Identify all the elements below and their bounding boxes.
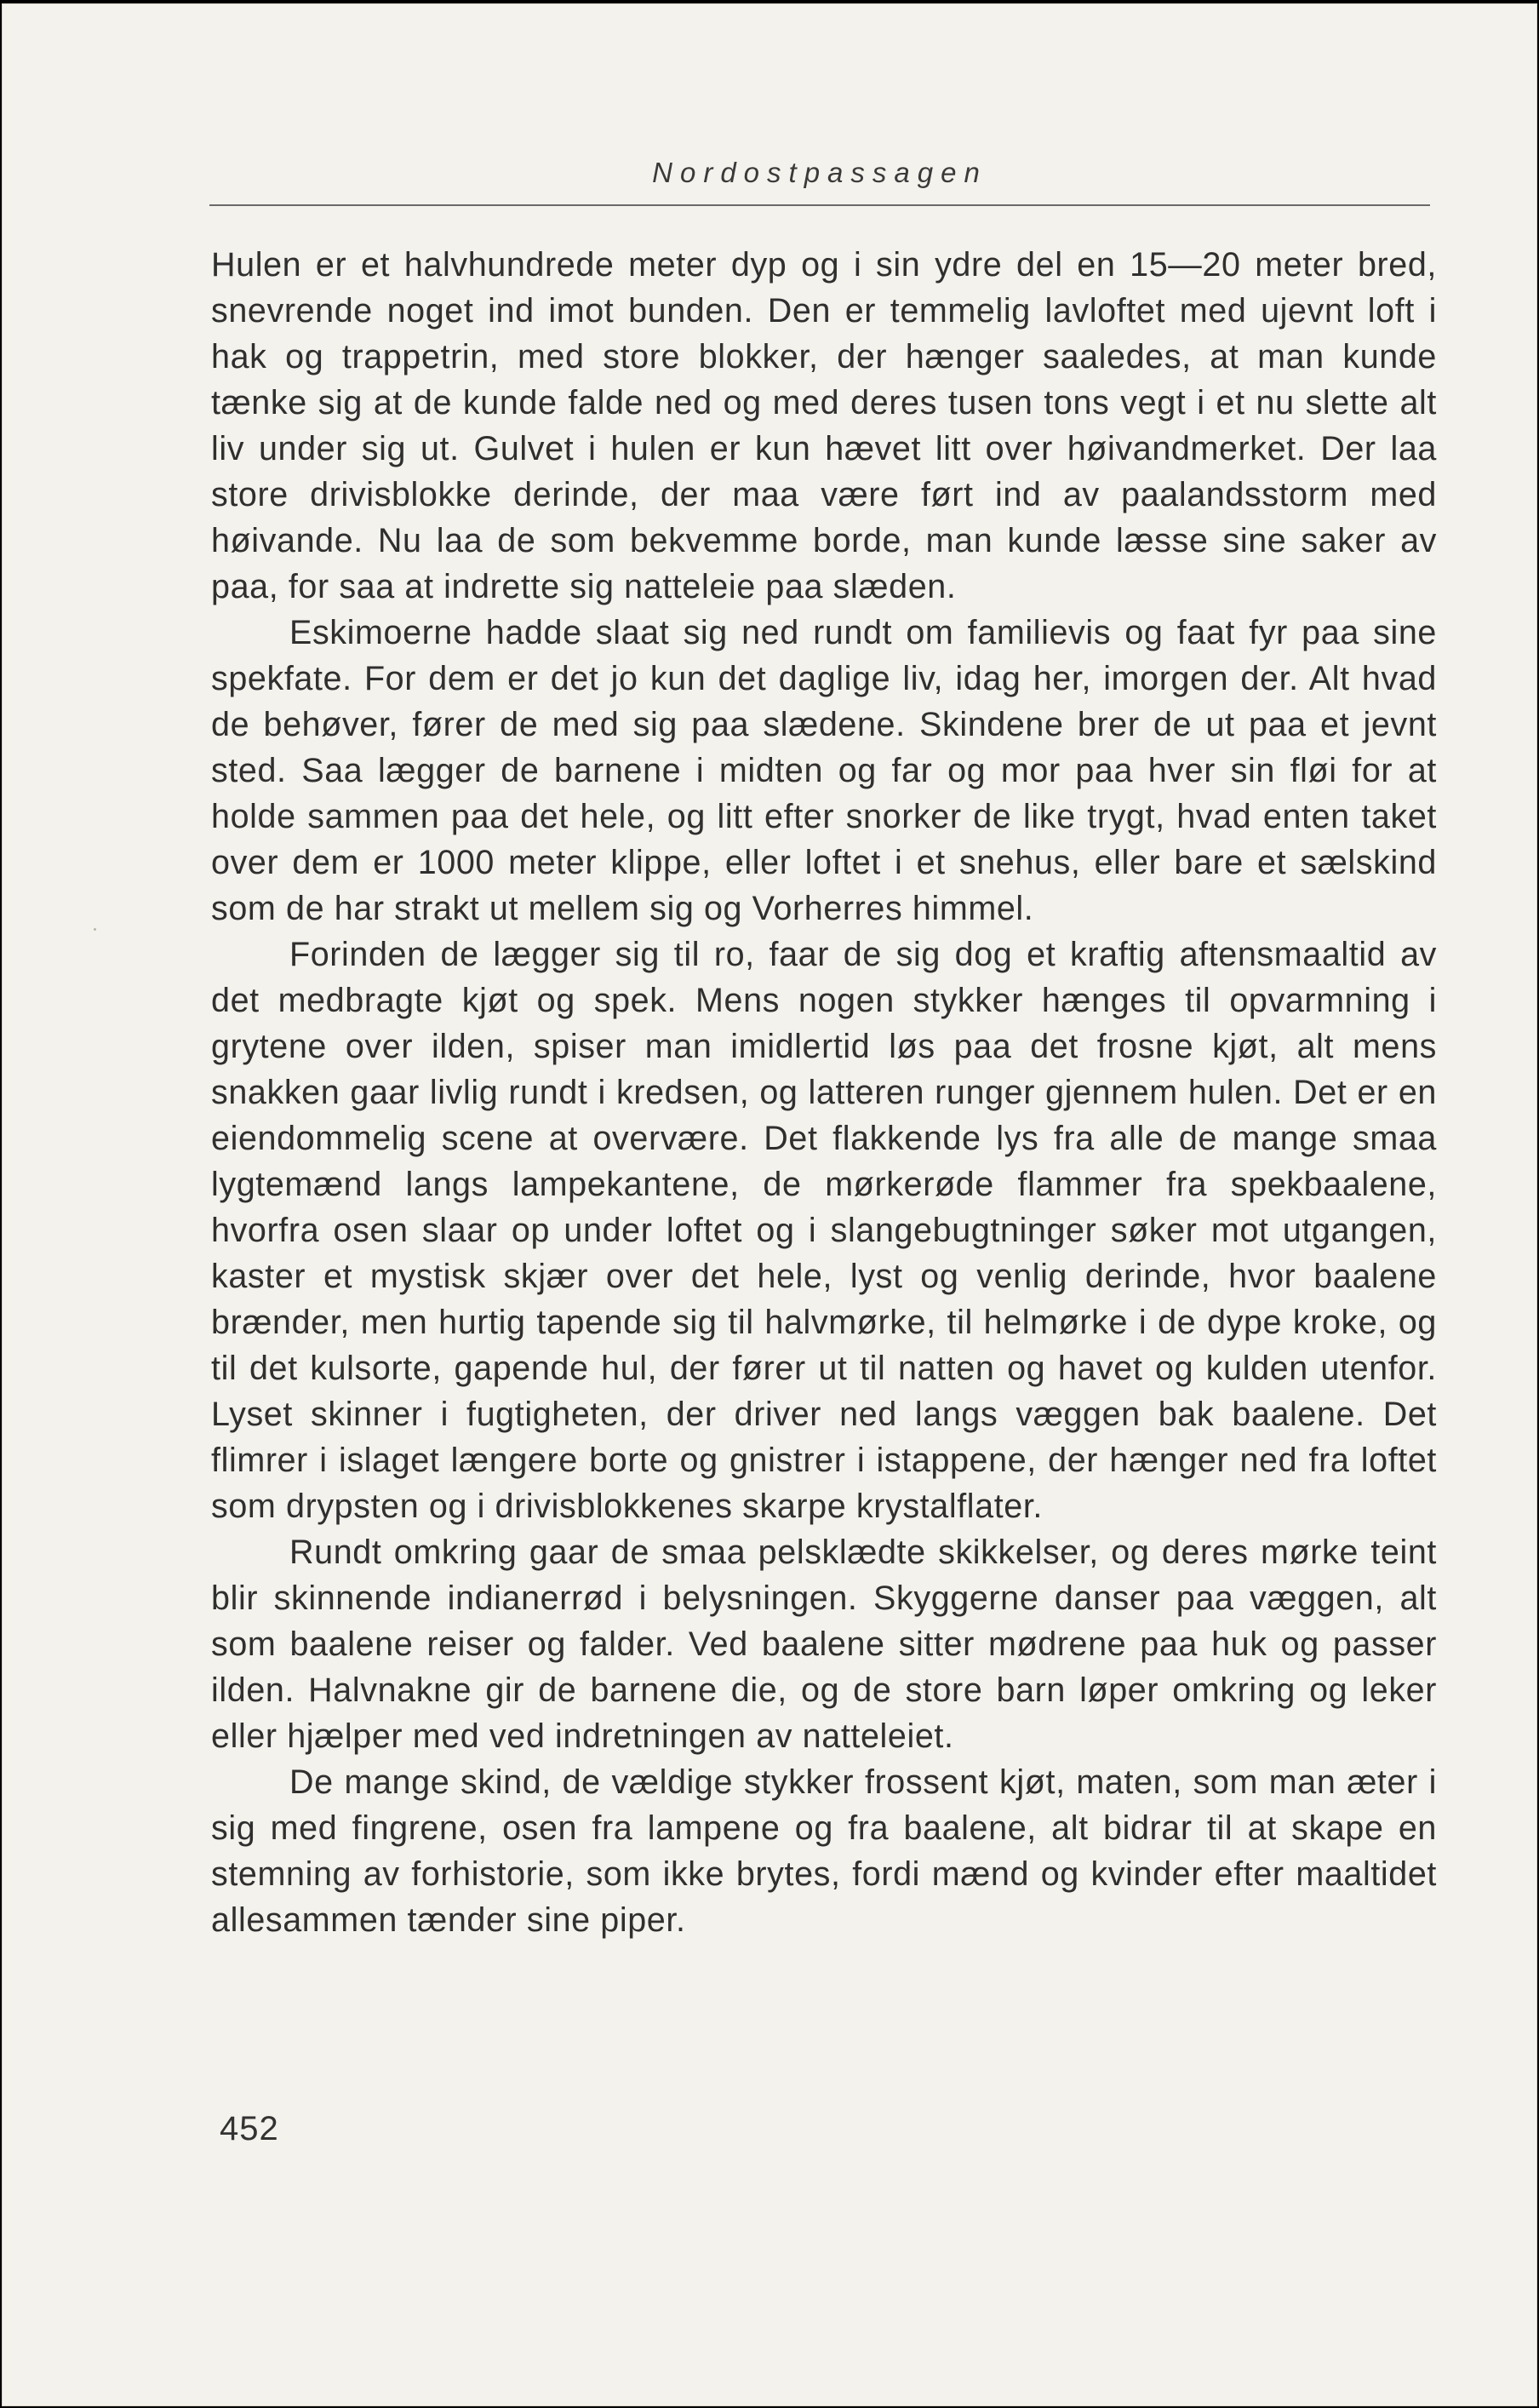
- paragraph-5: De mange skind, de vældige stykker frossent kjøt, maten, som man æter i sig med fingrene, osen fra lampene og fra baalene, alt bidrar til at skape en stemning av forhistorie, som ikke brytes, fordi mænd og kvinder efter maaltidet allesammen tænder sine piper.: [211, 1763, 1437, 1939]
- book-page: [2, 3, 1537, 2406]
- paragraph-4: Rundt omkring gaar de smaa pelsklædte skikkelser, og deres mørke teint blir skinnende indianerrød i belysningen. Skyggerne danser paa væggen, alt som baalene reiser og falder. Ved baalene sitter mødrene paa huk og passer ilden. Halvnakne gir de barnene die, og de store barn løper omkring og leker eller hjælper med ved indretningen av natteleiet.: [211, 1534, 1437, 1755]
- paragraph-3: Forinden de lægger sig til ro, faar de sig dog et kraftig aftensmaaltid av det medbragte kjøt og spek. Mens nogen stykker hænges til opvarmning i grytene over ilden, spiser man imidlertid løs paa det frosne kjøt, alt mens snakken gaar livlig rundt i kredsen, og latteren runger gjennem hulen. Det er en eiendommelig scene at overvære. Det flakkende lys fra alle de mange smaa lygtemænd langs lampekantene, de mørkerøde flammer fra spekbaalene, hvorfra osen slaar op under loftet og i slangebugtninger søker mot utgangen, kaster et mystisk skjær over det hele, lyst og venlig derinde, hvor baalene brænder, men hurtig tapende sig til halvmørke, til helmørke i de dype kroke, og til det kulsorte, gapende hul, der fører ut til natten og havet og kulden utenfor. Lyset skinner i fugtigheten, der driver ned langs væggen bak baalene. Det flimrer i islaget længere borte og gnistrer i istappene, der hænger ned fra loftet som drypsten og i drivisblokkenes skarpe krystalflater.: [211, 936, 1437, 1525]
- header-rule: [209, 204, 1430, 206]
- paragraph-2: Eskimoerne hadde slaat sig ned rundt om familievis og faat fyr paa sine spekfate. For dem er det jo kun det daglige liv, idag her, imorgen der. Alt hvad de behøver, fører de med sig paa slædene. Skindene brer de ut paa et jevnt sted. Saa lægger de barnene i midten og far og mor paa hver sin fløi for at holde sammen paa det hele, og litt efter snorker de like trygt, hvad enten taket over dem er 1000 meter klippe, eller loftet i et snehus, eller bare et sælskind som de har strakt ut mellem sig og Vorherres himmel.: [211, 614, 1437, 927]
- paper-speck: [94, 928, 96, 931]
- paragraph-1: Hulen er et halvhundrede meter dyp og i sin ydre del en 15—20 meter bred, snevrende noget ind imot bunden. Den er temmelig lavloftet med ujevnt loft i hak og trappetrin, med store blokker, der hænger saaledes, at man kunde tænke sig at de kunde falde ned og med deres tusen tons vegt i et nu slette alt liv under sig ut. Gulvet i hulen er kun hævet litt over høivandmerket. Der laa store drivisblokke derinde, der maa være ført ind av paalandsstorm med høivande. Nu laa de som bekvemme borde, man kunde læsse sine saker av paa, for saa at indrette sig natteleie paa slæden.: [211, 246, 1437, 605]
- body-text: [211, 242, 1437, 1943]
- page-number: 452: [220, 2110, 279, 2147]
- running-title: Nordostpassagen: [652, 157, 987, 188]
